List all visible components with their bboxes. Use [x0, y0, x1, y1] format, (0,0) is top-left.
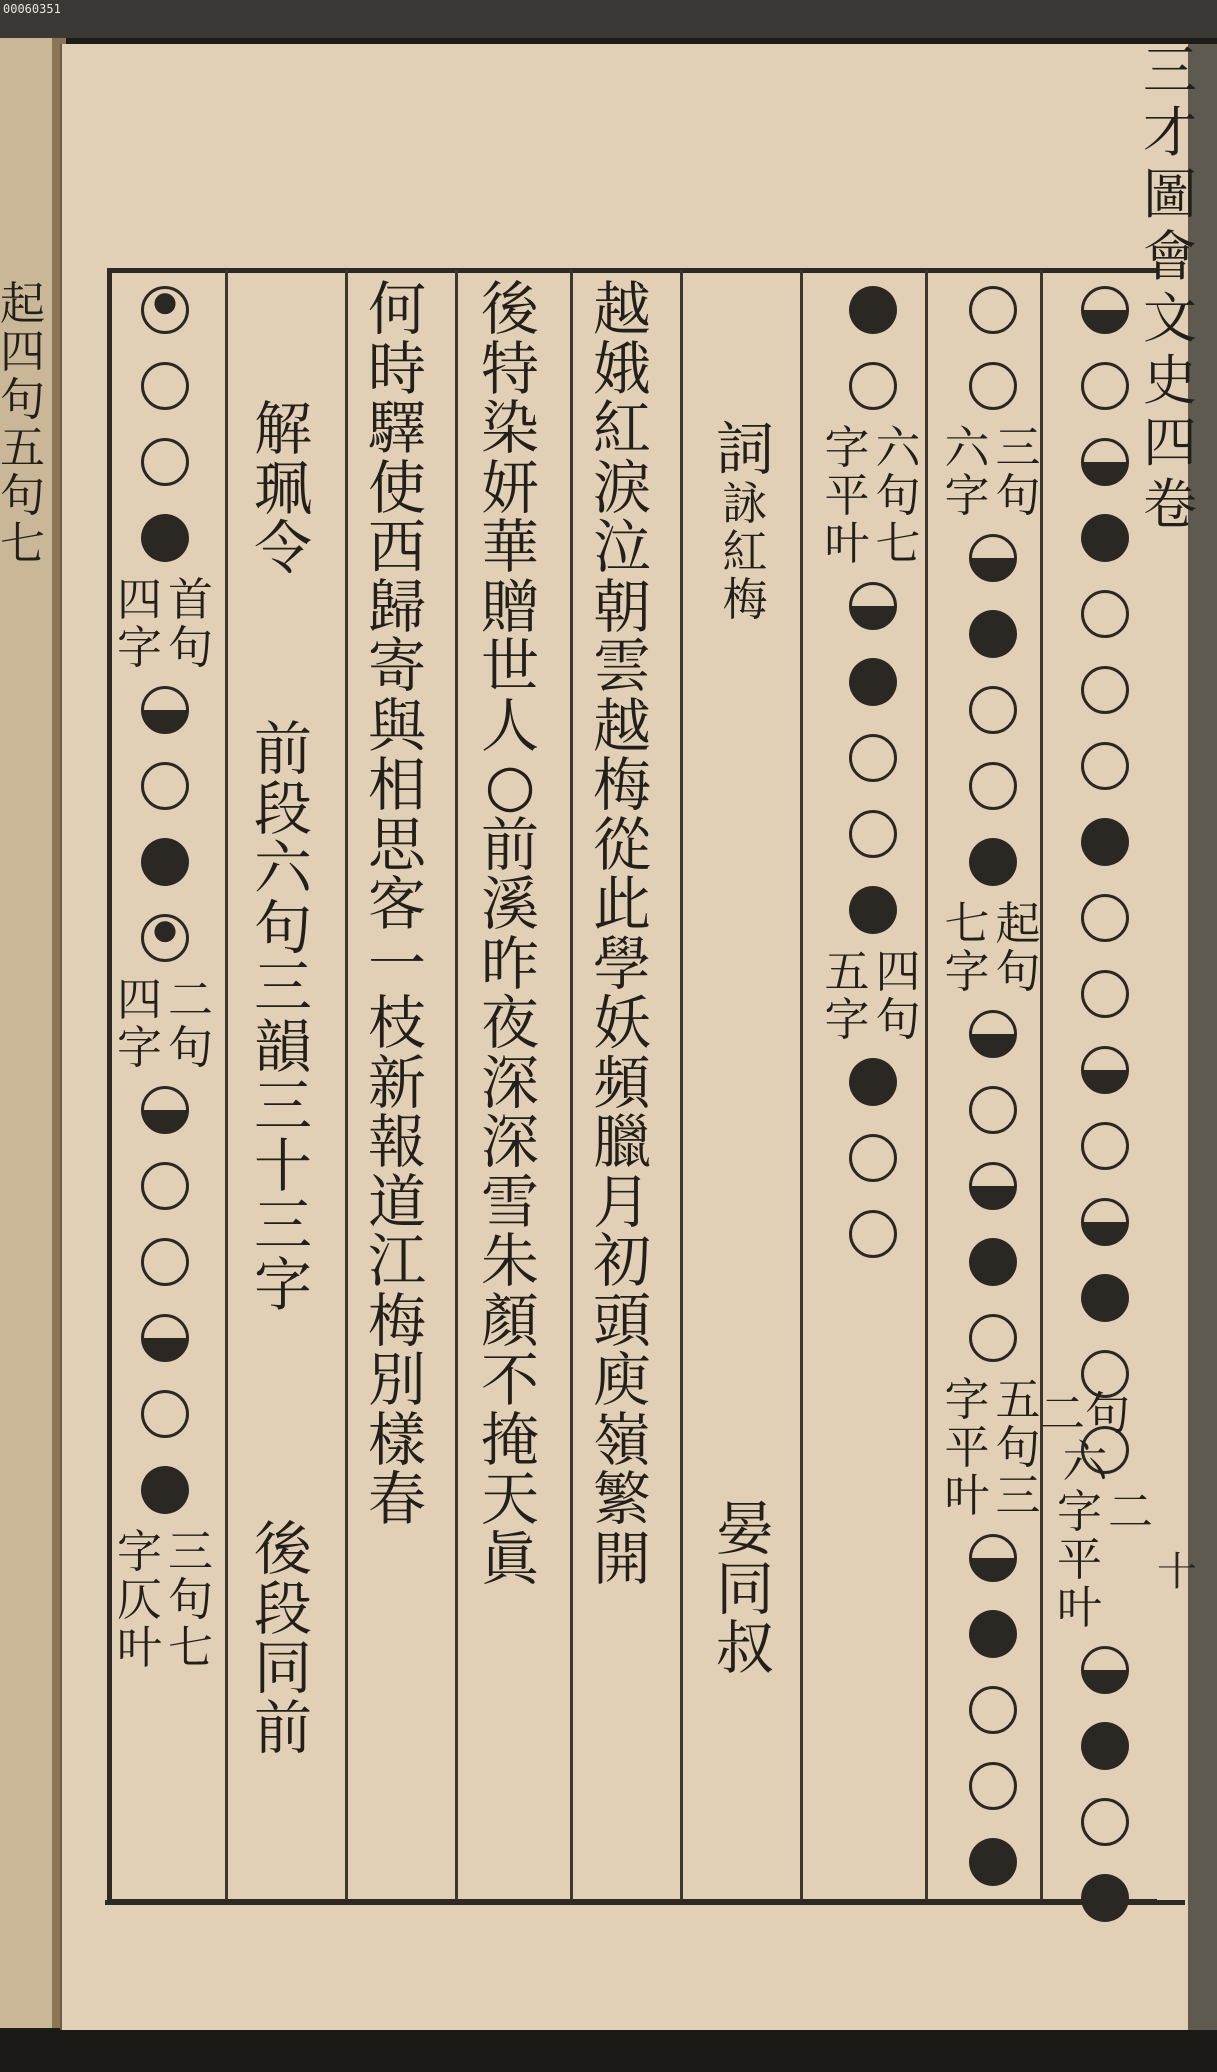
note-glyph: 叶	[1056, 1581, 1102, 1634]
poem-glyph: 深	[480, 1108, 539, 1176]
previous-page-glyph: 句	[0, 469, 46, 522]
poem-glyph: 一	[367, 929, 426, 998]
note-glyph: 四	[116, 973, 162, 1026]
tune-description-2	[243, 1515, 323, 1762]
level-tone-circle-icon	[849, 810, 897, 858]
note-glyph: 七	[168, 1621, 214, 1674]
either-tone-half-circle-icon	[969, 1162, 1017, 1210]
tune-desc-glyph: 後	[253, 1515, 312, 1583]
title-subtitle	[722, 476, 768, 626]
poem-glyph: 江	[367, 1227, 426, 1295]
note-glyph: 三	[995, 421, 1041, 474]
tune-desc-glyph: 十	[253, 1131, 312, 1200]
note-glyph: 叶	[824, 517, 870, 570]
poem-glyph: 深	[480, 1048, 539, 1117]
note-glyph: 字	[1056, 1485, 1102, 1538]
level-tone-circle-icon	[141, 1390, 189, 1438]
poem-glyph: 前	[480, 810, 539, 879]
level-tone-circle-icon	[849, 734, 897, 782]
tone-marks-column-3	[824, 272, 921, 1272]
tune-desc-glyph: 三	[253, 1072, 312, 1140]
either-tone-half-circle-icon	[1081, 1646, 1129, 1694]
note-glyph: 句	[168, 1021, 214, 1074]
tone-note-col1: 二句六	[1040, 1387, 1131, 1488]
previous-page-column	[0, 270, 52, 1900]
note-glyph: 首	[168, 573, 214, 626]
note-glyph: 平	[824, 469, 870, 522]
either-tone-half-circle-icon	[849, 582, 897, 630]
level-tone-circle-icon	[141, 1162, 189, 1210]
either-tone-half-circle-icon	[141, 1314, 189, 1362]
column-divider	[345, 270, 348, 1900]
scan-id: 00060351	[3, 2, 61, 16]
level-tone-circle-icon	[1081, 666, 1129, 714]
level-tone-circle-icon	[969, 762, 1017, 810]
author-glyph: 晏	[715, 1495, 774, 1563]
column-divider	[570, 270, 573, 1900]
poem-glyph: 學	[592, 929, 651, 998]
poem-glyph: 開	[592, 1524, 651, 1593]
note-glyph: 句	[875, 993, 921, 1046]
either-tone-half-circle-icon	[141, 914, 189, 962]
poem-line-3	[357, 275, 437, 1533]
scanner-bar	[0, 0, 1217, 38]
note-glyph: 句	[168, 621, 214, 674]
note-glyph: 五	[995, 1373, 1041, 1426]
note-glyph: 二	[168, 973, 214, 1026]
column-divider	[800, 270, 803, 1900]
poem-glyph: 朱	[480, 1227, 539, 1295]
poem-glyph: 妍	[480, 453, 539, 522]
note-glyph: 五	[824, 945, 870, 998]
poem-glyph: 特	[480, 334, 539, 403]
note-glyph: 平	[1056, 1533, 1102, 1586]
running-head-glyph: 文	[1143, 287, 1197, 350]
poem-line-2	[470, 275, 550, 1593]
previous-page-glyph: 七	[0, 517, 46, 570]
level-tone-circle-icon	[1081, 1798, 1129, 1846]
poem-glyph: 頻	[592, 1048, 651, 1117]
poem-glyph: 思	[367, 810, 426, 879]
poem-glyph: 雲	[592, 632, 651, 700]
poem-glyph: 人	[480, 691, 539, 760]
tone-note	[944, 1373, 1041, 1522]
previous-page-glyph: 起	[0, 277, 46, 330]
oblique-tone-dot-icon	[1081, 1274, 1129, 1322]
tone-note	[116, 973, 214, 1074]
note-glyph: 叶	[116, 1621, 162, 1674]
note-glyph: 六	[875, 421, 921, 474]
level-tone-circle-icon	[1081, 362, 1129, 410]
poem-glyph: 使	[367, 453, 426, 522]
frame-bottom-line	[105, 1900, 1185, 1905]
oblique-tone-dot-icon	[849, 658, 897, 706]
oblique-tone-dot-icon	[1081, 818, 1129, 866]
poem-glyph: 繁	[592, 1465, 651, 1533]
author-glyph: 叔	[715, 1614, 774, 1682]
either-tone-half-circle-icon	[141, 1086, 189, 1134]
note-glyph: 字	[944, 945, 990, 998]
tone-marks-column-1	[1056, 272, 1154, 1936]
poem-glyph: 樣	[367, 1405, 426, 1474]
oblique-tone-dot-icon	[141, 838, 189, 886]
poem-glyph: 紅	[592, 394, 651, 462]
previous-page-glyph: 五	[0, 421, 46, 474]
oblique-tone-dot-icon	[969, 1610, 1017, 1658]
level-tone-circle-icon	[969, 362, 1017, 410]
poem-glyph: 後	[480, 275, 539, 343]
poem-glyph: 何	[367, 275, 426, 343]
level-tone-circle-icon	[969, 1086, 1017, 1134]
poem-glyph: 不	[480, 1346, 539, 1414]
level-tone-circle-icon	[1081, 742, 1129, 790]
poem-glyph: 與	[367, 691, 426, 760]
level-tone-circle-icon	[141, 438, 189, 486]
note-glyph: 四	[875, 945, 921, 998]
note-glyph: 七	[944, 897, 990, 950]
oblique-tone-dot-icon	[141, 514, 189, 562]
running-head-glyph: 四	[1143, 411, 1197, 474]
oblique-tone-dot-icon	[849, 286, 897, 334]
poem-glyph: 頭	[592, 1286, 651, 1355]
poem-glyph: 夜	[480, 989, 539, 1057]
either-tone-half-circle-icon	[969, 1010, 1017, 1058]
note-glyph: 字	[824, 993, 870, 1046]
tone-marks-column-2	[944, 272, 1041, 1900]
note-glyph: 字	[116, 1525, 162, 1578]
either-tone-half-circle-icon	[141, 286, 189, 334]
tune-desc-glyph: 三	[253, 953, 312, 1021]
tune-desc-glyph: 韻	[253, 1012, 312, 1081]
poem-glyph: 嶺	[592, 1405, 651, 1474]
oblique-tone-dot-icon	[969, 1838, 1017, 1886]
poem-glyph: 西	[367, 513, 426, 581]
oblique-tone-dot-icon	[969, 1238, 1017, 1286]
poem-glyph: 妖	[592, 989, 651, 1057]
poem-glyph: 庾	[592, 1346, 651, 1414]
oblique-tone-dot-icon	[969, 838, 1017, 886]
level-tone-circle-icon	[849, 362, 897, 410]
poem-glyph: ○	[484, 751, 536, 819]
subtitle-glyph: 紅	[722, 524, 768, 578]
tone-note	[116, 1525, 214, 1674]
note-glyph: 叶	[944, 1469, 990, 1522]
level-tone-circle-icon	[1081, 590, 1129, 638]
poem-glyph: 贈	[480, 572, 539, 641]
poem-glyph: 淚	[592, 453, 651, 522]
either-tone-half-circle-icon	[969, 1534, 1017, 1582]
tune-desc-glyph: 前	[253, 715, 312, 783]
oblique-tone-dot-icon	[1081, 1722, 1129, 1770]
poem-glyph: 臘	[592, 1108, 651, 1176]
note-glyph: 句	[995, 945, 1041, 998]
level-tone-circle-icon	[1081, 970, 1129, 1018]
poem-glyph: 天	[480, 1465, 539, 1533]
note-glyph: 平	[944, 1421, 990, 1474]
note-glyph: 句	[168, 1573, 214, 1626]
poem-glyph: 道	[367, 1167, 426, 1236]
oblique-tone-dot-icon	[969, 610, 1017, 658]
level-tone-circle-icon	[141, 762, 189, 810]
poem-glyph: 寄	[367, 632, 426, 700]
poem-glyph: 華	[480, 513, 539, 581]
tone-note	[824, 421, 921, 570]
either-tone-half-circle-icon	[1081, 1046, 1129, 1094]
scan-bottom	[0, 2030, 1217, 2072]
note-glyph: 字	[116, 621, 162, 674]
either-tone-half-circle-icon	[1081, 438, 1129, 486]
tune-description	[243, 715, 323, 1319]
poem-glyph: 驛	[367, 394, 426, 462]
poem-glyph: 梅	[592, 751, 651, 819]
poem-glyph: 泣	[592, 513, 651, 581]
tune-glyph: 珮	[253, 454, 312, 523]
note-glyph: 句	[995, 1421, 1041, 1474]
poem-glyph: 染	[480, 394, 539, 462]
poem-glyph: 越	[592, 275, 651, 343]
previous-page-glyph: 句	[0, 373, 46, 426]
level-tone-circle-icon	[969, 1686, 1017, 1734]
tune-desc-glyph: 段	[253, 774, 312, 843]
column-divider	[455, 270, 458, 1900]
poem-glyph: 歸	[367, 572, 426, 641]
poem-glyph: 朝	[592, 572, 651, 641]
tune-desc-glyph: 三	[253, 1191, 312, 1259]
column-divider	[925, 270, 928, 1900]
running-head-glyph: 會	[1143, 225, 1197, 288]
tune-desc-glyph: 前	[253, 1693, 312, 1762]
level-tone-circle-icon	[969, 1762, 1017, 1810]
level-tone-circle-icon	[1081, 1122, 1129, 1170]
note-glyph: 仄	[116, 1573, 162, 1626]
poem-glyph: 相	[367, 751, 426, 819]
oblique-tone-dot-icon	[1081, 514, 1129, 562]
note-glyph: 七	[875, 517, 921, 570]
poem-glyph: 雪	[480, 1167, 539, 1236]
tone-marks-column-4	[116, 272, 214, 1674]
poem-title	[705, 415, 785, 626]
note-glyph: 三	[168, 1525, 214, 1578]
level-tone-circle-icon	[141, 362, 189, 410]
subtitle-glyph: 詠	[722, 476, 768, 530]
previous-page-text	[0, 277, 46, 570]
level-tone-circle-icon	[141, 1238, 189, 1286]
either-tone-half-circle-icon	[141, 686, 189, 734]
note-glyph: 六	[944, 421, 990, 474]
poem-line-1	[582, 275, 662, 1593]
level-tone-circle-icon	[969, 1314, 1017, 1362]
note-glyph: 句	[995, 469, 1041, 522]
tune-desc-glyph: 同	[253, 1634, 312, 1702]
level-tone-circle-icon	[1081, 894, 1129, 942]
poem-glyph: 枝	[367, 989, 426, 1057]
either-tone-half-circle-icon	[1081, 1198, 1129, 1246]
note-glyph: 四	[116, 573, 162, 626]
note-glyph: 字	[116, 1021, 162, 1074]
previous-page-glyph: 四	[0, 325, 46, 378]
tune-desc-glyph: 六	[253, 834, 312, 902]
level-tone-circle-icon	[849, 1134, 897, 1182]
running-head-glyph: 卷	[1143, 473, 1197, 536]
poem-glyph: 顏	[480, 1286, 539, 1355]
poem-glyph: 眞	[480, 1524, 539, 1593]
poem-glyph: 溪	[480, 870, 539, 938]
poem-glyph: 新	[367, 1048, 426, 1117]
poem-glyph: 越	[592, 691, 651, 760]
title-glyph: 詞	[715, 415, 774, 483]
running-head	[1143, 39, 1197, 536]
tune-title	[243, 395, 323, 582]
poem-glyph: 月	[592, 1167, 651, 1236]
poem-glyph: 時	[367, 334, 426, 403]
tune-glyph: 令	[253, 514, 312, 582]
column-divider	[225, 270, 228, 1900]
oblique-tone-dot-icon	[141, 1466, 189, 1514]
tune-desc-glyph: 句	[253, 893, 312, 962]
poem-glyph: 掩	[480, 1405, 539, 1474]
running-head-glyph: 才	[1143, 101, 1197, 164]
oblique-tone-dot-icon	[1081, 1874, 1129, 1922]
note-glyph: 字	[824, 421, 870, 474]
either-tone-half-circle-icon	[969, 534, 1017, 582]
column-divider	[680, 270, 683, 1900]
level-tone-circle-icon	[849, 1210, 897, 1258]
tune-glyph: 解	[253, 395, 312, 463]
tune-desc-glyph: 字	[253, 1250, 312, 1319]
note-glyph: 字	[944, 1373, 990, 1426]
level-tone-circle-icon	[969, 686, 1017, 734]
tone-note	[1056, 1485, 1154, 1634]
note-glyph: 起	[995, 897, 1041, 950]
running-head-glyph: 三	[1143, 39, 1197, 102]
oblique-tone-dot-icon	[849, 886, 897, 934]
running-head-glyph: 圖	[1143, 163, 1197, 226]
poem-author	[705, 1495, 785, 1682]
tone-note	[944, 421, 1041, 522]
poem-glyph: 昨	[480, 929, 539, 998]
poem-glyph: 別	[367, 1346, 426, 1414]
poem-glyph: 此	[592, 870, 651, 938]
note-glyph: 字	[944, 469, 990, 522]
subtitle-glyph: 梅	[722, 572, 768, 626]
author-glyph: 同	[715, 1554, 774, 1623]
either-tone-half-circle-icon	[1081, 286, 1129, 334]
poem-glyph: 從	[592, 810, 651, 879]
poem-glyph: 客	[367, 870, 426, 938]
poem-glyph: 梅	[367, 1286, 426, 1355]
poem-glyph: 初	[592, 1227, 651, 1295]
note-glyph: 三	[995, 1469, 1041, 1522]
tone-note	[944, 897, 1041, 998]
page-number: 十	[1157, 1549, 1197, 1595]
poem-glyph: 娥	[592, 334, 651, 403]
poem-glyph: 報	[367, 1108, 426, 1176]
poem-glyph: 春	[367, 1465, 426, 1533]
tune-desc-glyph: 段	[253, 1574, 312, 1643]
poem-glyph: 世	[480, 632, 539, 700]
oblique-tone-dot-icon	[849, 1058, 897, 1106]
note-glyph: 二	[1108, 1485, 1154, 1538]
note-glyph: 句	[875, 469, 921, 522]
tone-note	[824, 945, 921, 1046]
tone-note	[116, 573, 214, 674]
running-head-glyph: 史	[1143, 349, 1197, 412]
level-tone-circle-icon	[969, 286, 1017, 334]
